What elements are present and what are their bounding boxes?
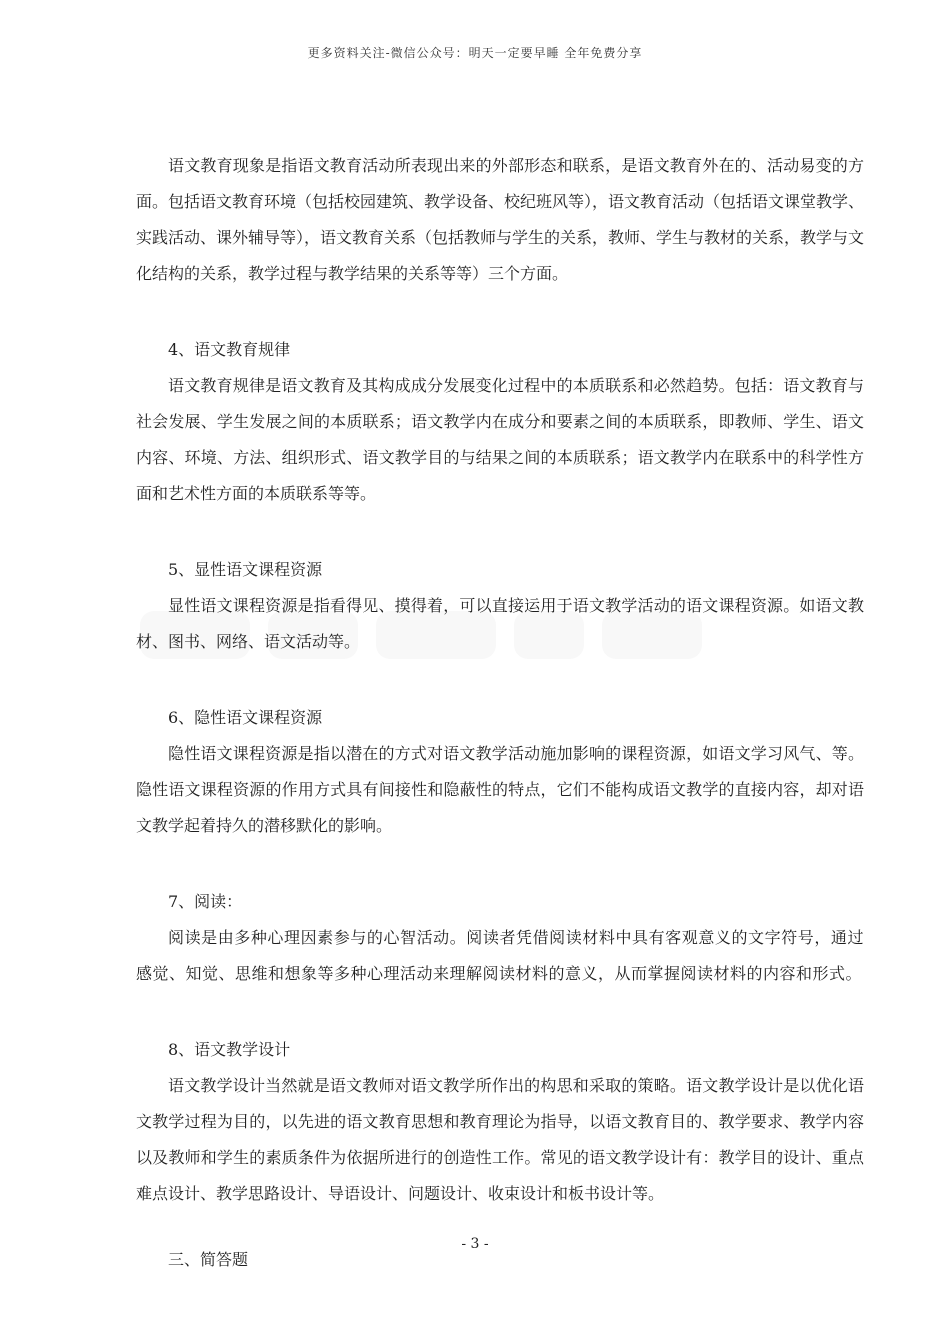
section-8-paragraph: 语文教学设计当然就是语文教师对语文教学所作出的构思和采取的策略。语文教学设计是以优化语文教学过程为目的，以先进的语文教育思想和教育理论为指导，以语文教育目的、教学要求、教学内容以及教师和学生的素质条件为依据所进行的创造性工作。常见的语文教学设计有：教学目的设计、重点难点设计、教学思路设计、导语设计、问题设计、收束设计和板书设计等。 (136, 1076, 864, 1203)
page-number: - 3 - (461, 1236, 489, 1252)
section-5-heading: 5、显性语文课程资源 (168, 560, 323, 579)
section-7-paragraph: 阅读是由多种心理因素参与的心智活动。阅读者凭借阅读材料中具有客观意义的文字符号，通过感觉、知觉、思维和想象等多种心理活动来理解阅读材料的意义，从而掌握阅读材料的内容和形式。 (136, 928, 864, 983)
section-4-paragraph: 语文教育规律是语文教育及其构成成分发展变化过程中的本质联系和必然趋势。包括：语文教育与社会发展、学生发展之间的本质联系；语文教学内在成分和要素之间的本质联系，即教师、学生、语文内容、环境、方法、组织形式、语文教学目的与结果之间的本质联系；语文教学内在联系中的科学性方面和艺术性方面的本质联系等等。 (136, 376, 864, 503)
document-body (136, 148, 864, 1278)
section-8-heading: 8、语文教学设计 (168, 1040, 291, 1059)
section-4-heading: 4、语文教育规律 (168, 340, 291, 359)
part-3-heading: 三、简答题 (168, 1250, 249, 1269)
section-5-paragraph: 显性语文课程资源是指看得见、摸得着，可以直接运用于语文教学活动的语文课程资源。如语文教材、图书、网络、语文活动等。 (136, 596, 864, 651)
section-6-paragraph: 隐性语文课程资源是指以潜在的方式对语文教学活动施加影响的课程资源，如语文学习风气、等。隐性语文课程资源的作用方式具有间接性和隐蔽性的特点，它们不能构成语文教学的直接内容，却对语文教学起着持久的潜移默化的影响。 (136, 744, 864, 835)
page-header-banner: 更多资料关注-微信公众号：明天一定要早睡 全年免费分享 (307, 46, 643, 60)
section-3-paragraph: 语文教育现象是指语文教育活动所表现出来的外部形态和联系，是语文教育外在的、活动易变的方面。包括语文教育环境（包括校园建筑、教学设备、校纪班风等），语文教育活动（包括语文课堂教学、实践活动、课外辅导等），语文教育关系（包括教师与学生的关系，教师、学生与教材的关系，教学与文化结构的关系，教学过程与教学结果的关系等等）三个方面。 (136, 156, 865, 283)
section-7-heading: 7、阅读： (168, 892, 243, 911)
section-6-heading: 6、隐性语文课程资源 (168, 708, 323, 727)
